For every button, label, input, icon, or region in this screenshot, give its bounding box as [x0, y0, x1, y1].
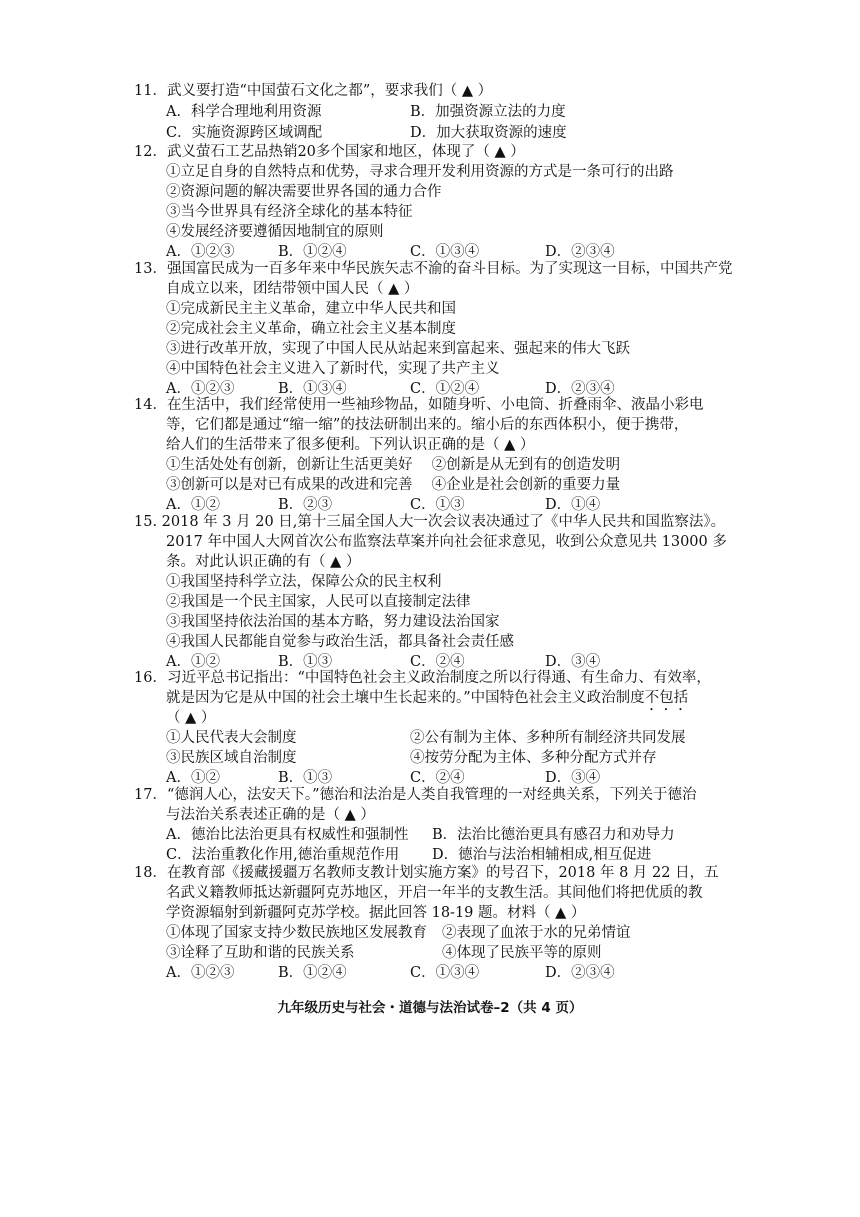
- option-c: C．①②④: [410, 381, 480, 397]
- statement: ④我国人民都能自觉参与政治生活，都具备社会责任感: [166, 634, 514, 650]
- statement: ③进行改革开放，实现了中国人民从站起来到富起来、强起来的伟大飞跃: [166, 341, 630, 357]
- option-a: A．①②③: [166, 381, 235, 397]
- option-b: B．法治比德治更具有感召力和劝导力: [432, 827, 675, 843]
- option-b: B．①③④: [278, 381, 347, 397]
- answer-blank: （ ▲ ）: [166, 710, 216, 726]
- question-stem-continued: 条。对此认识正确的有（ ▲ ）: [166, 554, 361, 570]
- question-stem-continued: 给人们的生活带来了很多便利。下列认识正确的是（ ▲ ）: [166, 437, 535, 453]
- option-c: C．②④: [410, 770, 465, 786]
- option-c: C．①③: [410, 497, 465, 513]
- question-stem: 15. 2018 年 3 月 20 日,第十三届全国人大一次会议表决通过了《中华人民共和国监察法》。: [134, 514, 726, 530]
- question-stem: 11．武义要打造“中国萤石文化之都”，要求我们（ ▲ ）: [134, 83, 493, 99]
- question-stem-continued: 等，它们都是通过“缩一缩”的技法研制出来的。缩小后的东西体积小，便于携带，: [166, 417, 689, 433]
- option-d: D．②③④: [545, 965, 615, 981]
- question-stem-continued: 2017 年中国人大网首次公布监察法草案并向社会征求意见，收到公众意见共 13000 多: [166, 534, 727, 550]
- option-a: A．①②: [166, 497, 220, 513]
- option-c: C．①③④: [410, 244, 480, 260]
- option-c: C．实施资源跨区域调配: [166, 125, 323, 141]
- statement: ②表现了血浓于水的兄弟情谊: [442, 925, 631, 941]
- option-a: A．①②③: [166, 965, 235, 981]
- statement: ③当今世界具有经济全球化的基本特征: [166, 204, 413, 220]
- option-c: C．法治重教化作用,德治重规范作用: [166, 847, 400, 863]
- option-a: A．科学合理地利用资源: [166, 104, 322, 120]
- statement: ①人民代表大会制度: [166, 730, 297, 746]
- option-d: D．②③④: [545, 244, 615, 260]
- option-b: B．①②④: [278, 244, 347, 260]
- stem-text: 就是因为它是从中国的社会土壤中生长起来的。”中国特色社会主义政治制度: [166, 690, 645, 706]
- question-stem: 12．武义萤石工艺品热销20多个国家和地区，体现了（ ▲ ）: [134, 144, 525, 160]
- statement: ④按劳分配为主体、多种分配方式并存: [410, 750, 657, 766]
- statement: ①完成新民主主义革命，建立中华人民共和国: [166, 301, 456, 317]
- option-b: B．①③: [278, 770, 333, 786]
- option-b: B．加强资源立法的力度: [410, 104, 566, 120]
- statement: ①我国坚持科学立法，保障公众的民主权利: [166, 574, 442, 590]
- statement: ①立足自身的自然特点和优势，寻求合理开发利用资源的方式是一条可行的出路: [166, 164, 674, 180]
- question-stem-continued: 自成立以来，团结带领中国人民（ ▲ ）: [166, 281, 419, 297]
- option-d: D．②③④: [545, 381, 615, 397]
- statement: ④中国特色社会主义进入了新时代，实现了共产主义: [166, 361, 500, 377]
- question-stem: 13．强国富民成为一百多年来中华民族矢志不渝的奋斗目标。为了实现这一目标，中国共产党: [134, 261, 733, 277]
- question-stem: 16．习近平总书记指出：“中国特色社会主义政治制度之所以行得通、有生命力、有效率，: [134, 670, 711, 686]
- question-stem-continued: [166, 689, 688, 714]
- option-b: B．②③: [278, 497, 333, 513]
- option-a: A．①②: [166, 654, 220, 670]
- statement: ①体现了国家支持少数民族地区发展教育: [166, 925, 427, 941]
- statement: ②资源问题的解决需要世界各国的通力合作: [166, 184, 442, 200]
- statement: ④体现了民族平等的原则: [442, 945, 602, 961]
- option-a: A．①②: [166, 770, 220, 786]
- option-a: A．德治比法治更具有权威性和强制性: [166, 827, 409, 843]
- option-d: D．①④: [545, 497, 601, 513]
- option-d: D．德治与法治相辅相成,相互促进: [432, 847, 652, 863]
- question-stem-continued: 名武义籍教师抵达新疆阿克苏地区，开启一年半的支教生活。其间他们将把优质的教: [166, 885, 703, 901]
- question-stem-continued: 与法治关系表述正确的是（ ▲ ）: [166, 807, 375, 823]
- statement: ②我国是一个民主国家，人民可以直接制定法律: [166, 594, 471, 610]
- statement: ③我国坚持依法治国的基本方略，努力建设法治国家: [166, 614, 500, 630]
- statement: ③创新可以是对已有成果的改进和完善 ④企业是社会创新的重要力量: [166, 477, 621, 493]
- option-a: A．①②③: [166, 244, 235, 260]
- statement: ④发展经济要遵循因地制宜的原则: [166, 224, 384, 240]
- question-stem: 17．“德润人心，法安天下。”德治和法治是人类自我管理的一对经典关系，下列关于德治: [134, 787, 697, 803]
- page-footer: 九年级历史与社会・道德与法治试卷–2（共 4 页）: [277, 1000, 583, 1016]
- emphasis-text: 不包括: [644, 690, 689, 706]
- question-stem: 14．在生活中，我们经常使用一些袖珍物品，如随身听、小电筒、折叠雨伞、液晶小彩电: [134, 397, 704, 413]
- statement: ②完成社会主义革命，确立社会主义基本制度: [166, 321, 456, 337]
- option-d: D．③④: [545, 654, 601, 670]
- statement: ①生活处处有创新，创新让生活更美好 ②创新是从无到有的创造发明: [166, 457, 621, 473]
- option-b: B．①②④: [278, 965, 347, 981]
- question-stem: 18．在教育部《援藏援疆万名教师支教计划实施方案》的号召下，2018 年 8 月 22 日，五: [134, 865, 719, 881]
- statement: ③民族区域自治制度: [166, 750, 297, 766]
- option-b: B．①③: [278, 654, 333, 670]
- question-stem-continued: 学资源辐射到新疆阿克苏学校。据此回答 18-19 题。材料（ ▲ ）: [166, 905, 586, 921]
- option-d: D．③④: [545, 770, 601, 786]
- statement: ③诠释了互助和谐的民族关系: [166, 945, 355, 961]
- option-c: C．①③④: [410, 965, 480, 981]
- option-d: D．加大获取资源的速度: [410, 125, 567, 141]
- statement: ②公有制为主体、多种所有制经济共同发展: [410, 730, 686, 746]
- option-c: C．②④: [410, 654, 465, 670]
